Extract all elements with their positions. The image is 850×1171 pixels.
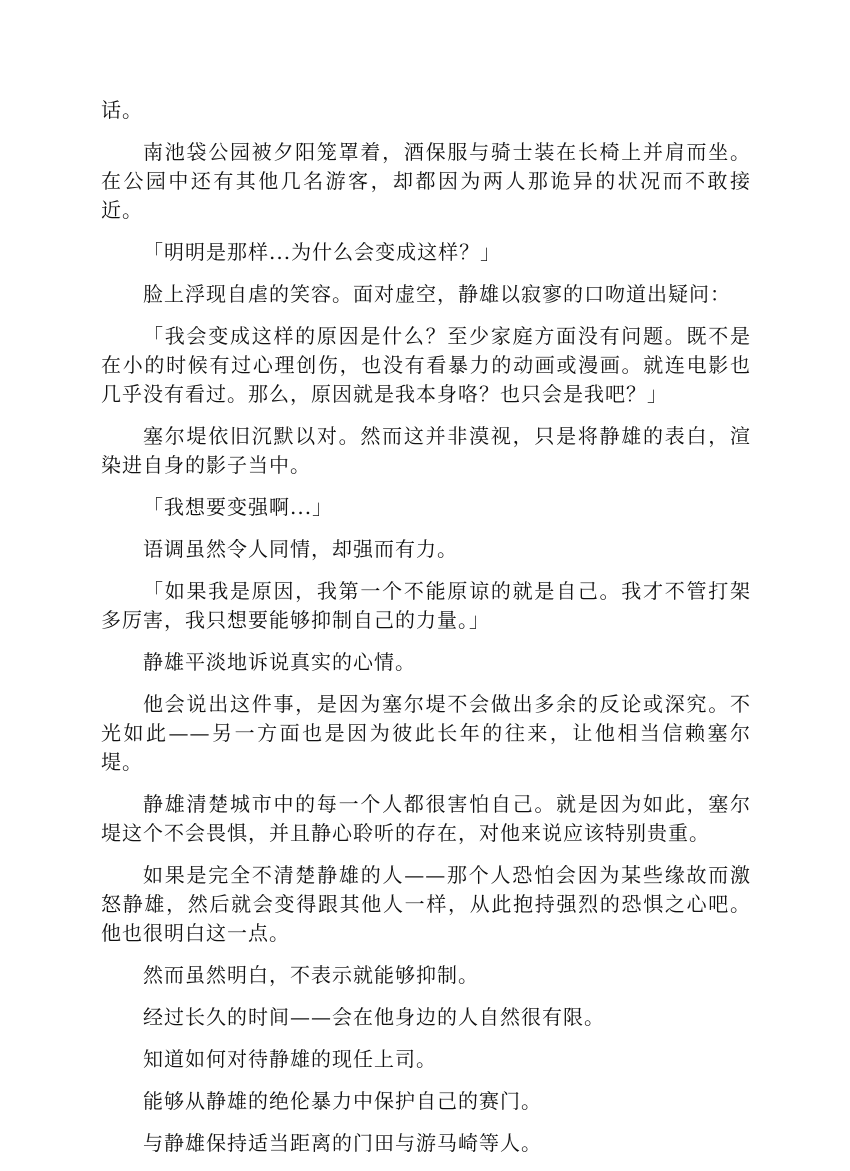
paragraph: 然而虽然明白，不表示就能够抑制。 (143, 963, 479, 987)
paragraph: 南池袋公园被夕阳笼罩着，酒保服与骑士装在长椅上并肩而坐。在公园中还有其他几名游客，却都因为两人那诡异的状况而不敢接近。 (101, 140, 751, 222)
paragraph: 静雄平淡地诉说真实的心情。 (143, 650, 416, 674)
paragraph: 他会说出这件事，是因为塞尔堤不会做出多余的反论或深究。不光如此——另一方面也是因为彼此长年的往来，让他相当信赖塞尔堤。 (101, 692, 751, 774)
paragraph: 静雄清楚城市中的每一个人都很害怕自己。就是因为如此，塞尔堤这个不会畏惧，并且静心聆听的存在，对他来说应该特别贵重。 (101, 792, 751, 845)
paragraph: 「明明是那样...为什么会变成这样？」 (143, 240, 502, 264)
paragraph: 「如果我是原因，我第一个不能原谅的就是自己。我才不管打架多厉害，我只想要能够抑制自己的力量。」 (101, 579, 751, 632)
paragraph: 知道如何对待静雄的现任上司。 (143, 1047, 437, 1071)
paragraph: 「我会变成这样的原因是什么？至少家庭方面没有问题。既不是在小的时候有过心理创伤，也没有看暴力的动画或漫画。就连电影也几乎没有看过。那么，原因就是我本身咯？也只会是我吧？」 (101, 324, 751, 406)
paragraph: 语调虽然令人同情，却强而有力。 (143, 537, 458, 561)
paragraph: 能够从静雄的绝伦暴力中保护自己的赛门。 (143, 1089, 542, 1113)
paragraph: 与静雄保持适当距离的门田与游马崎等人。 (143, 1131, 542, 1155)
paragraph: 如果是完全不清楚静雄的人——那个人恐怕会因为某些缘故而激怒静雄，然后就会变得跟其他人一样，从此抱持强烈的恐惧之心吧。他也很明白这一点。 (101, 863, 751, 945)
paragraph: 脸上浮现自虐的笑容。面对虚空，静雄以寂寥的口吻道出疑问： (143, 282, 731, 306)
text-body (101, 96, 751, 1171)
paragraph: 塞尔堤依旧沉默以对。然而这并非漠视，只是将静雄的表白，渲染进自身的影子当中。 (101, 424, 751, 477)
paragraph: 经过长久的时间——会在他身边的人自然很有限。 (143, 1005, 605, 1029)
paragraph: 话。 (101, 98, 143, 122)
paragraph: 「我想要变强啊...」 (143, 495, 334, 519)
